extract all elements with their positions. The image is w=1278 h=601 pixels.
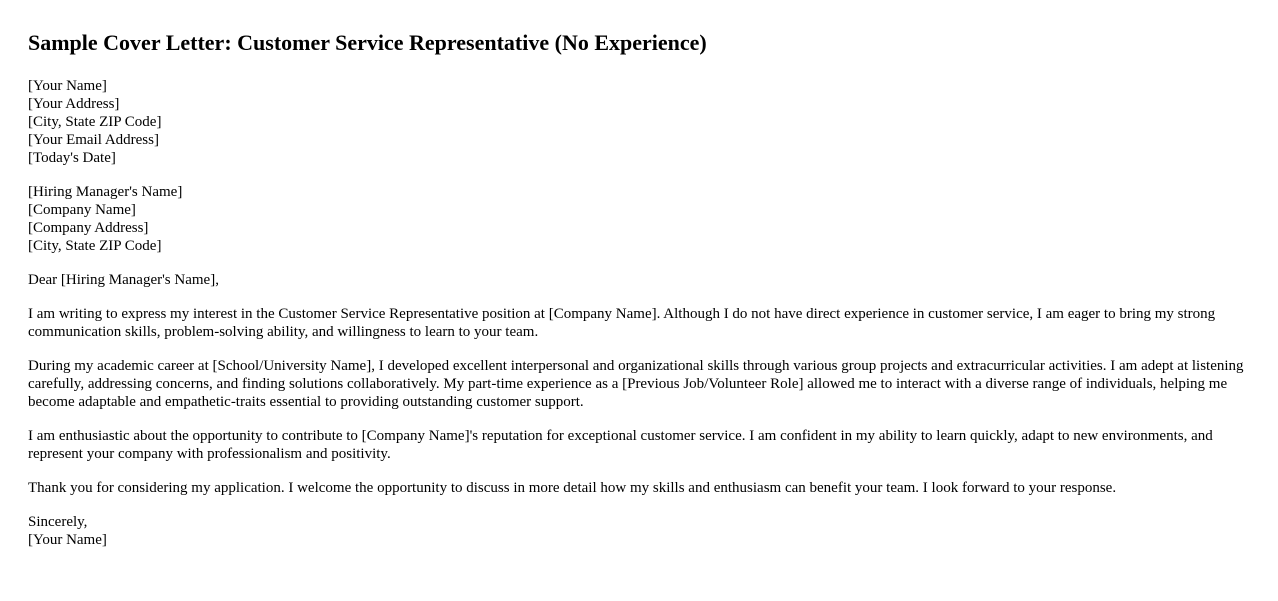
closing-block — [28, 513, 1258, 549]
recipient-city-state-zip: [City, State ZIP Code] — [28, 238, 162, 254]
body-paragraph: I am enthusiastic about the opportunity to contribute to [Company Name]'s reputation for exceptional customer service. I am confident in my ability to learn quickly, adapt to new environments, and represent your company with professionalism and positivity. — [28, 428, 1213, 462]
sender-name: [Your Name] — [28, 78, 107, 94]
sender-address: [Your Address] — [28, 96, 120, 112]
valediction: Sincerely, — [28, 514, 88, 530]
body-paragraph: I am writing to express my interest in the Customer Service Representative position at [Company Name]. Although I do not have direct experience in customer service, I am eager to bring my strong communication skills, problem-solving ability, and willingness to learn to your team. — [28, 306, 1216, 340]
body-paragraph: During my academic career at [School/University Name], I developed excellent interpersonal and organizational skills through various group projects and extracurricular activities. I am adept at listening carefully, addressing concerns, and finding solutions collaboratively. My part-time experience as a [Previous Job/Volunteer Role] allowed me to interact with a diverse range of individuals, helping me become adaptable and empathetic-traits essential to providing outstanding customer support. — [28, 358, 1244, 410]
sender-city-state-zip: [City, State ZIP Code] — [28, 114, 162, 130]
body-paragraph: Thank you for considering my application. I welcome the opportunity to discuss in more detail how my skills and enthusiasm can benefit your team. I look forward to your response. — [28, 480, 1117, 496]
salutation: Dear [Hiring Manager's Name], — [28, 272, 219, 288]
letter-date: [Today's Date] — [28, 150, 116, 166]
recipient-company: [Company Name] — [28, 202, 136, 218]
sender-email: [Your Email Address] — [28, 132, 159, 148]
sender-address-block — [28, 77, 1258, 167]
recipient-name: [Hiring Manager's Name] — [28, 184, 183, 200]
recipient-address: [Company Address] — [28, 220, 149, 236]
page-title: Sample Cover Letter: Customer Service Representative (No Experience) — [28, 30, 707, 55]
signature-name: [Your Name] — [28, 532, 107, 548]
recipient-address-block — [28, 183, 1258, 255]
